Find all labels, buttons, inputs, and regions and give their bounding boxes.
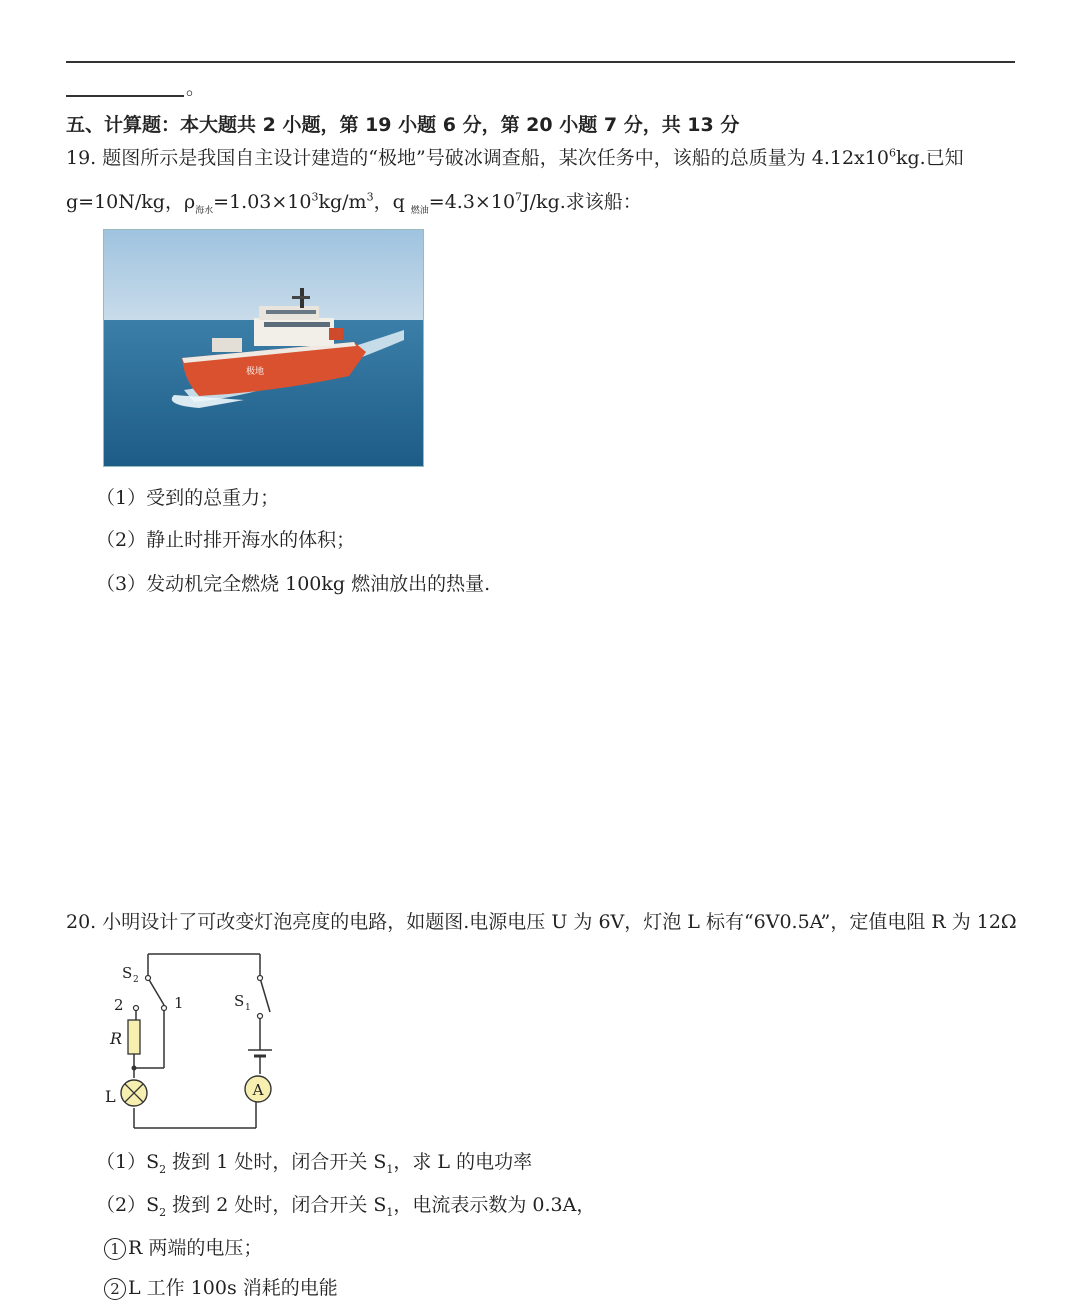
q20-item2 [104, 1276, 338, 1300]
label-r: R [110, 1029, 123, 1048]
section-title: 五、计算题：本大题共 2 小题，第 19 小题 6 分，第 20 小题 7 分，共 13 分 [66, 114, 740, 136]
q20-item2-text: L 工作 100s 消耗的电能 [128, 1277, 338, 1299]
q20-sub2-sub-b: 1 [386, 1205, 394, 1219]
q19-sup-rho: 3 [311, 190, 319, 204]
q20-item1 [104, 1236, 262, 1260]
q19-q-value: =4.3×10 [428, 191, 516, 213]
ship-hull-name: 极地 [246, 367, 265, 377]
q19-sup-q: 7 [515, 190, 523, 204]
q19-sub1: （1）受到的总重力； [96, 487, 280, 509]
q20-sub2-sub-a: 2 [159, 1205, 167, 1219]
q19-rho-unit: kg/m [318, 191, 367, 213]
ship-photo [103, 229, 424, 467]
answer-line-top [66, 61, 1015, 63]
icebreaker-ship-image [104, 230, 423, 466]
resistor-r [128, 1020, 140, 1054]
q20-sub1 [96, 1150, 532, 1174]
q20-sub2-c: ，电流表示数为 0.3A， [393, 1194, 596, 1216]
q19-exp: 6 [888, 146, 896, 160]
q20-sub2 [96, 1193, 595, 1217]
q20-sub2-a: （2）S [96, 1194, 160, 1216]
s1-contact [258, 1014, 263, 1019]
q20-sub1-sub-a: 2 [159, 1162, 167, 1176]
q20-line [66, 910, 1017, 934]
s1-pivot [258, 976, 263, 981]
contact-1 [162, 1006, 167, 1011]
lamp-icon [121, 1080, 147, 1106]
q19-text-b: kg.已知 [895, 147, 964, 169]
q20-sub1-sub-b: 1 [386, 1162, 394, 1176]
label-s1: S [234, 992, 245, 1010]
q20-sub1-b: 拨到 1 处时，闭合开关 S [166, 1151, 387, 1173]
q19-line1 [66, 146, 964, 170]
contact-2 [134, 1006, 139, 1011]
q19-text-a: 题图所示是我国自主设计建造的“极地”号破冰调查船，某次任务中，该船的总质量为 4.12x10 [102, 147, 889, 169]
label-pos2: 2 [114, 996, 124, 1014]
circled-number-1: 1 [104, 1238, 126, 1260]
q20-text: 小明设计了可改变灯泡亮度的电路，如题图.电源电压 U 为 6V，灯泡 L 标有“6V0.5A”，定值电阻 R 为 12Ω [102, 911, 1017, 933]
q19-sub-fuel: 燃油 [410, 205, 429, 216]
label-s1-sub: 1 [245, 1003, 251, 1013]
ammeter-label: A [252, 1081, 264, 1099]
q19-given-g: g=10N/kg，ρ [66, 191, 196, 213]
label-l: L [105, 1087, 116, 1106]
label-s2-sub: 2 [133, 975, 139, 985]
q19-sub3: （3）发动机完全燃烧 100kg 燃油放出的热量. [96, 573, 491, 595]
q20-item1-text: R 两端的电压； [128, 1237, 263, 1259]
answer-line-period: 。 [186, 77, 206, 99]
q19-sup-m3: 3 [366, 190, 374, 204]
q19-line2-end: J/kg.求该船： [522, 191, 642, 213]
junction-dot [132, 1066, 137, 1071]
q19-line2 [66, 190, 642, 214]
s2-pivot [146, 976, 151, 981]
q20-sub1-a: （1）S [96, 1151, 160, 1173]
circuit-diagram [100, 950, 280, 1132]
q20-number: 20. [66, 911, 97, 933]
label-pos1: 1 [174, 994, 184, 1012]
circled-number-2: 2 [104, 1278, 126, 1300]
q19-sub-seawater: 海水 [195, 205, 214, 216]
q19-given-rho: =1.03×10 [213, 191, 312, 213]
q19-number: 19. [66, 147, 97, 169]
ammeter-icon [245, 1076, 271, 1102]
q19-given-q: ，q [373, 191, 411, 213]
answer-line-short [66, 95, 184, 97]
q20-sub1-c: ，求 L 的电功率 [393, 1151, 533, 1173]
q20-sub2-b: 拨到 2 处时，闭合开关 S [166, 1194, 387, 1216]
q19-sub2: （2）静止时排开海水的体积； [96, 529, 356, 551]
label-s2: S [122, 964, 133, 982]
